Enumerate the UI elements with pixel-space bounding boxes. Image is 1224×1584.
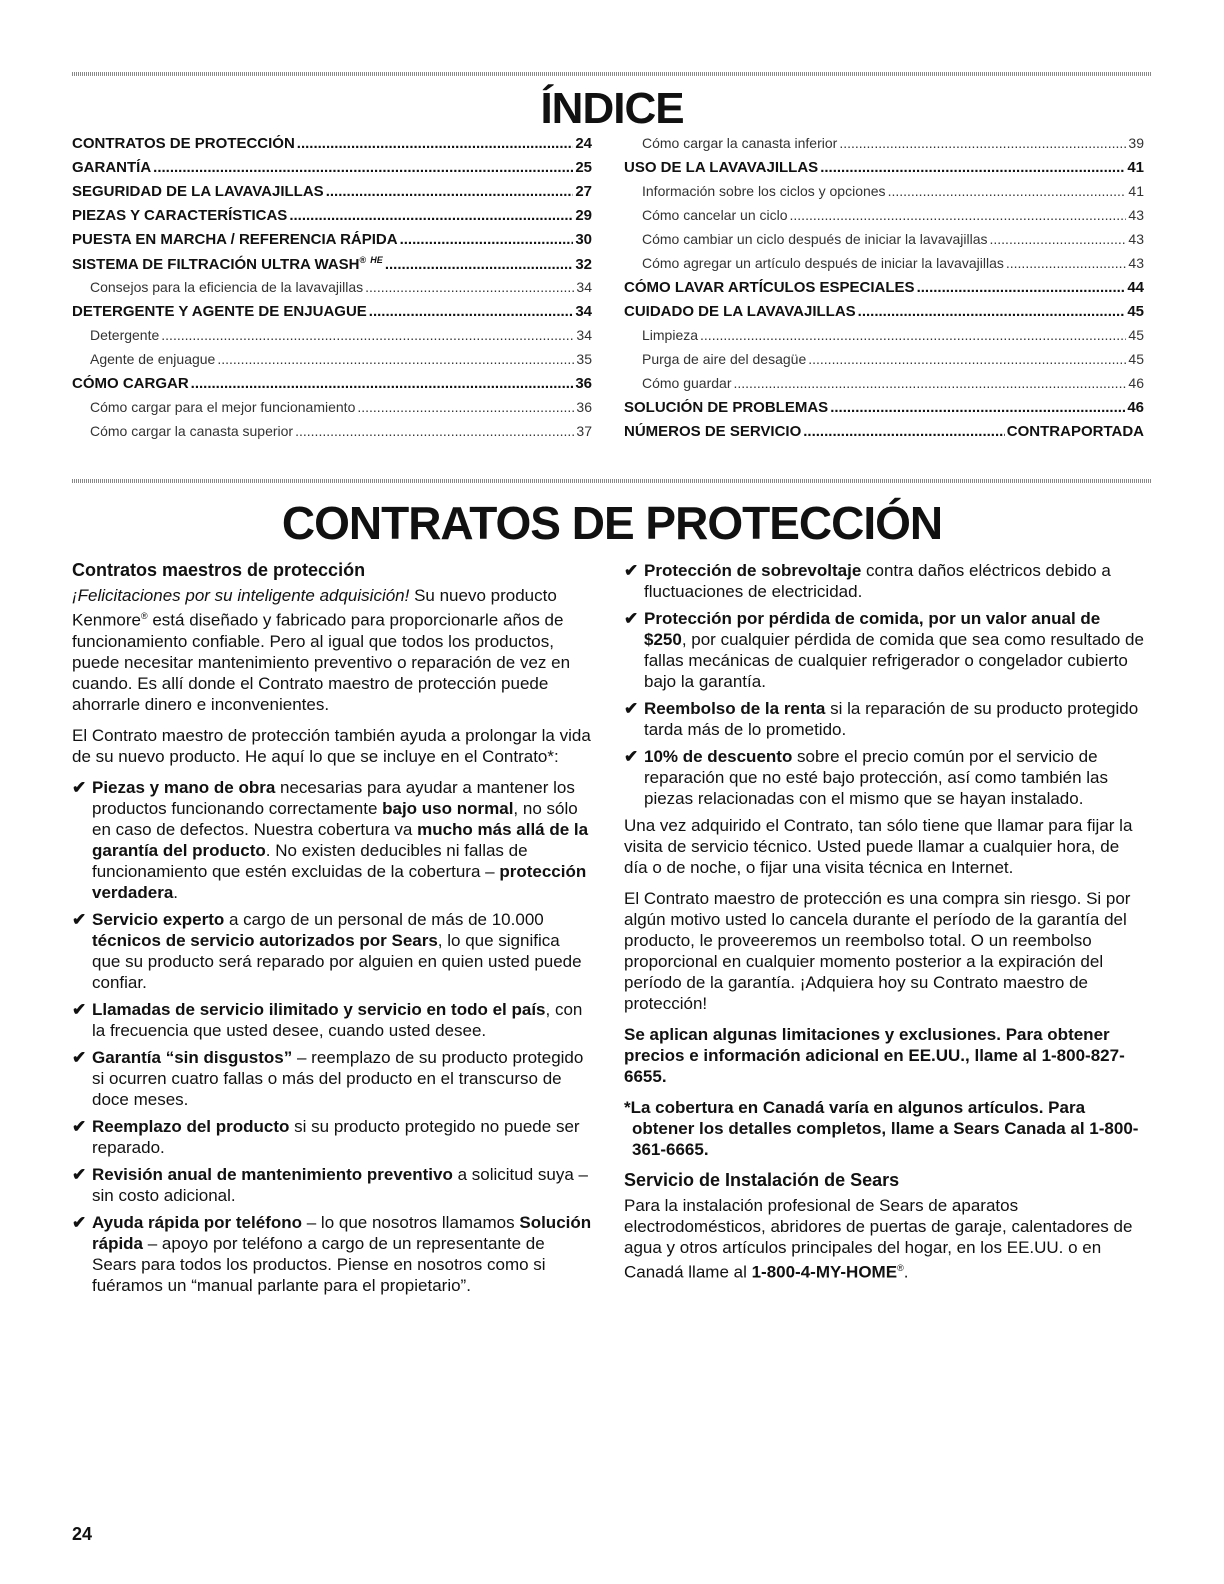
toc-page: 34 bbox=[575, 303, 592, 320]
toc-entry[interactable] bbox=[624, 303, 1144, 327]
checkmark-icon: ✔ bbox=[72, 777, 87, 797]
toc-label: NÚMEROS DE SERVICIO bbox=[624, 423, 802, 440]
toc-label: Cómo cambiar un ciclo después de iniciar la lavavajillas bbox=[642, 231, 988, 247]
toc-label: Consejos para la eficiencia de la lavavajillas bbox=[90, 279, 364, 295]
toc-page: 46 bbox=[1127, 399, 1144, 416]
benefit-item: ✔ Piezas y mano de obra necesarias para ayudar a mantener los productos funcionando correctamente bajo uso normal, no sólo en caso de defectos. Nuestra cobertura va mucho más allá de la garantía del producto. No existen deducibles ni fallas de funcionamiento que estén excluidas de la cobertura – protección verdadera. bbox=[72, 777, 589, 902]
paragraph: Una vez adquirido el Contrato, tan sólo tiene que llamar para fijar la visita de servicio técnico. Usted puede llamar a cualquier hora, de día o de noche, o fijar una visita técnica en Internet. bbox=[624, 816, 1133, 877]
benefit-item: ✔ Protección por pérdida de comida, por un valor anual de $250, por cualquier pérdida de comida que sea como resultado de fallas mecánicas de cualquier refrigerador o congelador cubierto bajo la garantía. bbox=[624, 609, 1144, 691]
left-text-column bbox=[72, 560, 592, 1302]
benefit-item: ✔ Ayuda rápida por teléfono – lo que nosotros llamamos Solución rápida – apoyo por teléfono a cargo de un representante de Sears para todos los productos. Piense en nosotros como si fuéramos un “manual parlante para el propietario”. bbox=[72, 1212, 592, 1295]
installation-heading: Servicio de Instalación de Sears bbox=[624, 1170, 900, 1190]
toc-left-column bbox=[72, 135, 592, 447]
toc-page: 44 bbox=[1127, 279, 1144, 296]
toc-entry[interactable] bbox=[624, 399, 1144, 423]
toc-label: SEGURIDAD DE LA LAVAVAJILLAS bbox=[72, 183, 324, 200]
toc-label: PIEZAS Y CARACTERÍSTICAS bbox=[72, 207, 288, 224]
toc-entry[interactable] bbox=[624, 351, 1144, 375]
toc-label: Cómo cancelar un ciclo bbox=[642, 207, 788, 223]
toc-label: CONTRATOS DE PROTECCIÓN bbox=[72, 135, 295, 152]
checkmark-icon: ✔ bbox=[72, 1212, 87, 1232]
toc-label: Purga de aire del desagüe bbox=[642, 351, 807, 367]
benefit-item: ✔ Garantía “sin disgustos” – reemplazo de su producto protegido si ocurren cuatro fallas o más del producto en el transcurso de doce meses. bbox=[72, 1047, 584, 1109]
toc-page: CONTRAPORTADA bbox=[1006, 423, 1144, 440]
toc-entry[interactable] bbox=[72, 207, 592, 231]
intro-paragraph: ¡Felicitaciones por su inteligente adquisición! Su nuevo producto Kenmore® está diseñado y fabricado para proporcionarle años de funcionamiento confiable. Pero al igual que todos los productos, puede necesitar mantenimiento preventivo o reparación de vez en cuando. Es allí donde el Contrato maestro de protección puede ahorrarle dinero e inconvenientes. bbox=[72, 586, 571, 714]
registered-mark: ® bbox=[897, 1263, 904, 1273]
toc-entry[interactable] bbox=[624, 159, 1144, 183]
toc-page: 27 bbox=[575, 183, 592, 200]
toc-title: ÍNDICE bbox=[540, 84, 684, 133]
toc-label: SOLUCIÓN DE PROBLEMAS bbox=[624, 399, 829, 416]
contracts-title: CONTRATOS DE PROTECCIÓN bbox=[281, 497, 943, 549]
toc-entry[interactable] bbox=[624, 183, 1144, 207]
toc-label: GARANTÍA bbox=[72, 159, 152, 176]
toc-page: 34 bbox=[576, 279, 592, 295]
toc-entry[interactable] bbox=[72, 399, 592, 423]
benefit-item: ✔ Servicio experto a cargo de un personal de más de 10.000 técnicos de servicio autorizados por Sears, lo que significa que su producto será reparado por alguien en quien usted puede confiar. bbox=[72, 909, 582, 992]
toc-label: CUIDADO DE LA LAVAVAJILLAS bbox=[624, 303, 856, 320]
toc-label: Agente de enjuague bbox=[90, 351, 216, 367]
registered-mark: ® bbox=[359, 255, 367, 265]
checkmark-icon: ✔ bbox=[624, 699, 639, 718]
benefit-item: ✔ 10% de descuento sobre el precio común por el servicio de reparación que no esté bajo protección, así como también las piezas relacionadas con el mismo que se hayan instalado. bbox=[624, 747, 1108, 808]
checkmark-icon: ✔ bbox=[72, 999, 87, 1019]
checkmark-icon: ✔ bbox=[624, 561, 639, 580]
install-phone: 1-800-4-MY-HOME bbox=[751, 1262, 898, 1282]
middle-rule bbox=[72, 479, 1152, 483]
toc-label: Información sobre los ciclos y opciones bbox=[642, 183, 886, 199]
installation-paragraph: Para la instalación profesional de Sears de aparatos electrodomésticos, abridores de puertas de garaje, calentadores de agua y otros artículos principales del hogar, en los EE.UU. o en Canadá llame al 1-800-4-MY-HOME®. bbox=[624, 1196, 1133, 1282]
toc-page: 41 bbox=[1128, 183, 1144, 199]
toc-page: 30 bbox=[575, 231, 592, 248]
toc-page: 45 bbox=[1127, 303, 1144, 320]
toc-page: 39 bbox=[1128, 135, 1144, 151]
toc-entry[interactable] bbox=[72, 279, 592, 303]
toc-entry[interactable] bbox=[72, 303, 592, 327]
benefit-item: ✔ Revisión anual de mantenimiento preventivo a solicitud suya – sin costo adicional. bbox=[72, 1164, 589, 1205]
checkmark-icon: ✔ bbox=[72, 1164, 87, 1184]
toc-page: 43 bbox=[1128, 231, 1144, 247]
toc-page: 43 bbox=[1128, 207, 1144, 223]
paragraph: El Contrato maestro de protección también ayuda a prolongar la vida de su nuevo producto. He aquí lo que se incluye en el Contrato*: bbox=[72, 725, 591, 766]
toc-label: Detergente bbox=[90, 327, 160, 343]
toc-label: DETERGENTE Y AGENTE DE ENJUAGUE bbox=[72, 303, 367, 320]
masters-heading: Contratos maestros de protección bbox=[72, 560, 366, 580]
checkmark-icon: ✔ bbox=[624, 747, 639, 766]
benefit-item: ✔ Protección de sobrevoltaje contra daños eléctricos debido a fluctuaciones de electricidad. bbox=[624, 561, 1111, 601]
checkmark-icon: ✔ bbox=[72, 1116, 87, 1136]
checkmark-icon: ✔ bbox=[72, 1047, 87, 1067]
toc-page: 36 bbox=[576, 399, 592, 415]
toc-entry[interactable] bbox=[624, 255, 1144, 279]
benefit-item: ✔ Llamadas de servicio ilimitado y servicio en todo el país, con la frecuencia que usted desee, cuando usted desee. bbox=[72, 999, 583, 1040]
toc-label: SISTEMA DE FILTRACIÓN ULTRA WASH® $^{HE}$ bbox=[72, 255, 383, 273]
toc-entry[interactable] bbox=[624, 327, 1144, 351]
toc-page: 37 bbox=[576, 423, 592, 439]
toc-entry[interactable] bbox=[72, 159, 592, 183]
toc-page: 25 bbox=[575, 159, 592, 176]
canada-note: *La cobertura en Canadá varía en algunos artículos. Para obtener los detalles completos, llame a Sears Canada al 1-800-361-6665. bbox=[624, 1098, 1139, 1159]
toc-entry[interactable] bbox=[72, 351, 592, 375]
toc-page: 43 bbox=[1128, 255, 1144, 271]
page-number: 24 bbox=[72, 1524, 93, 1544]
toc-page: 41 bbox=[1127, 159, 1144, 176]
toc-entry[interactable] bbox=[72, 375, 592, 399]
toc-page: 45 bbox=[1128, 351, 1144, 367]
toc-entry[interactable] bbox=[624, 135, 1144, 159]
registered-mark: ® bbox=[140, 611, 148, 621]
toc-label: Cómo cargar para el mejor funcionamiento bbox=[90, 399, 356, 415]
toc-page: 35 bbox=[576, 351, 592, 367]
toc-page: 46 bbox=[1128, 375, 1144, 391]
toc-entry[interactable] bbox=[72, 231, 592, 255]
toc-label: PUESTA EN MARCHA / REFERENCIA RÁPIDA bbox=[72, 231, 398, 248]
toc-label: Limpieza bbox=[642, 327, 699, 343]
checkmark-icon: ✔ bbox=[624, 609, 639, 628]
toc-entry[interactable] bbox=[72, 255, 592, 279]
toc-entry[interactable] bbox=[624, 207, 1144, 231]
toc-entry[interactable] bbox=[72, 423, 592, 447]
toc-label: CÓMO CARGAR bbox=[72, 375, 189, 392]
toc-label: Cómo agregar un artículo después de iniciar la lavavajillas bbox=[642, 255, 1004, 271]
top-rule bbox=[72, 72, 1152, 76]
toc-label: Cómo cargar la canasta superior bbox=[90, 423, 294, 439]
toc-entry[interactable] bbox=[624, 423, 1144, 447]
benefit-item: ✔ Reembolso de la renta si la reparación de su producto protegido tarda más de lo prometido. bbox=[624, 699, 1139, 739]
toc-page: 36 bbox=[575, 375, 592, 392]
toc-entry[interactable] bbox=[72, 183, 592, 207]
toc-right-column bbox=[624, 135, 1144, 447]
right-text-column bbox=[624, 560, 1144, 1293]
toc-entry[interactable] bbox=[624, 375, 1144, 399]
limitations-note: Se aplican algunas limitaciones y exclusiones. Para obtener precios e información adicional en EE.UU., llame al 1-800-827-6655. bbox=[624, 1025, 1125, 1086]
toc-page: 29 bbox=[575, 207, 592, 224]
toc-entry[interactable] bbox=[624, 231, 1144, 255]
benefit-item: ✔ Reemplazo del producto si su producto protegido no puede ser reparado. bbox=[72, 1116, 580, 1157]
toc-label: Cómo guardar bbox=[642, 375, 732, 391]
toc-label: USO DE LA LAVAVAJILLAS bbox=[624, 159, 819, 176]
toc-page: 45 bbox=[1128, 327, 1144, 343]
toc-page: 24 bbox=[575, 135, 592, 152]
toc-page: 32 bbox=[575, 256, 592, 273]
toc-page: 34 bbox=[576, 327, 592, 343]
he-logo-mark: HE bbox=[370, 255, 383, 265]
toc-entry[interactable] bbox=[72, 327, 592, 351]
toc-label: CÓMO LAVAR ARTÍCULOS ESPECIALES bbox=[624, 279, 915, 296]
toc-entry[interactable] bbox=[72, 135, 592, 159]
checkmark-icon: ✔ bbox=[72, 909, 87, 929]
toc-entry[interactable] bbox=[624, 279, 1144, 303]
toc-label: Cómo cargar la canasta inferior bbox=[642, 135, 838, 151]
paragraph: El Contrato maestro de protección es una compra sin riesgo. Si por algún motivo usted lo cancela durante el período de la garantía del producto, le proveeremos un reembolso total. O un reembolso proporcional en cualquier momento posterior a la expiración del período de la garantía. ¡Adquiera hoy su Contrato maestro de protección! bbox=[624, 889, 1131, 1013]
